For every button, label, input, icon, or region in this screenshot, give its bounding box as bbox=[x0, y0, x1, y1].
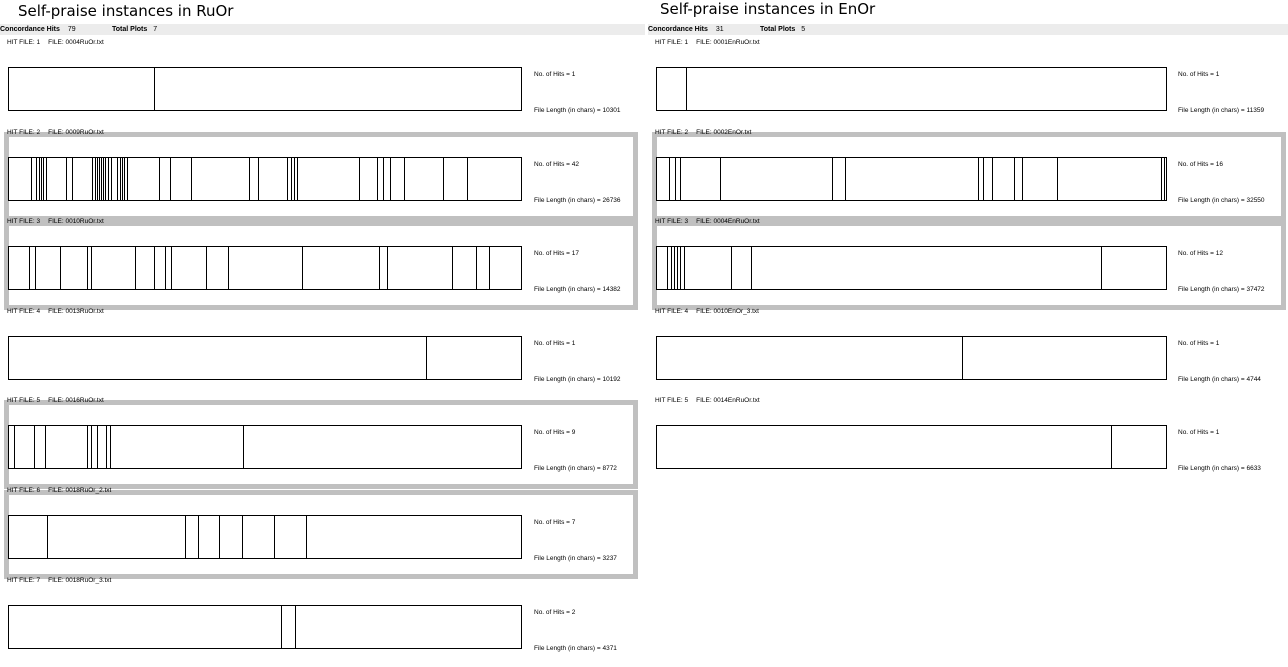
hit-marker[interactable] bbox=[281, 606, 282, 648]
file-length-label: File Length (in chars) = 14382 bbox=[534, 286, 621, 293]
file-name: FILE: 0016RuOr.txt bbox=[48, 397, 104, 404]
hit-file-plot[interactable] bbox=[648, 218, 1286, 308]
file-length-label: File Length (in chars) = 11359 bbox=[1178, 107, 1265, 114]
dispersion-track[interactable] bbox=[8, 425, 522, 469]
hit-marker[interactable] bbox=[46, 158, 47, 200]
hit-file-number: HIT FILE: 1 bbox=[655, 39, 689, 46]
hit-marker[interactable] bbox=[110, 426, 111, 468]
hit-marker[interactable] bbox=[91, 247, 92, 289]
hit-marker[interactable] bbox=[680, 247, 681, 289]
hit-file-number: HIT FILE: 3 bbox=[655, 218, 689, 225]
hit-marker[interactable] bbox=[34, 426, 35, 468]
hit-marker[interactable] bbox=[684, 247, 685, 289]
hit-marker[interactable] bbox=[31, 158, 32, 200]
hit-marker[interactable] bbox=[832, 158, 833, 200]
hit-marker[interactable] bbox=[191, 158, 192, 200]
hit-file-number: HIT FILE: 2 bbox=[7, 129, 41, 136]
hit-marker[interactable] bbox=[680, 158, 681, 200]
file-name: FILE: 0001EnRuOr.txt bbox=[696, 39, 760, 46]
concordance-hits-label: Concordance Hits bbox=[648, 26, 708, 33]
hit-marker[interactable] bbox=[92, 158, 93, 200]
file-name: FILE: 0010RuOr.txt bbox=[48, 218, 104, 225]
dispersion-track[interactable] bbox=[656, 67, 1167, 111]
file-name: FILE: 0018RuOr_2.txt bbox=[48, 487, 112, 494]
hit-marker[interactable] bbox=[35, 247, 36, 289]
total-plots-label: Total Plots bbox=[760, 26, 796, 33]
plot-header bbox=[7, 129, 104, 136]
hit-file-plot[interactable] bbox=[648, 397, 1286, 487]
hit-file-number: HIT FILE: 6 bbox=[7, 487, 41, 494]
hit-file-plot[interactable] bbox=[0, 39, 638, 129]
total-plots-value: 7 bbox=[153, 26, 158, 33]
hit-marker[interactable] bbox=[117, 158, 118, 200]
dispersion-track[interactable] bbox=[8, 515, 522, 559]
hit-file-plot[interactable] bbox=[0, 218, 638, 308]
hit-file-plot[interactable] bbox=[648, 129, 1286, 219]
summary-bar bbox=[648, 24, 1288, 35]
hit-marker[interactable] bbox=[306, 516, 307, 558]
hits-count-label: No. of Hits = 1 bbox=[1178, 429, 1220, 436]
dispersion-track[interactable] bbox=[656, 246, 1167, 290]
file-name: FILE: 0014EnRuOr.txt bbox=[696, 397, 760, 404]
hit-marker[interactable] bbox=[677, 247, 678, 289]
hit-marker[interactable] bbox=[101, 158, 102, 200]
hit-marker[interactable] bbox=[249, 158, 250, 200]
hit-file-plot[interactable] bbox=[0, 487, 638, 577]
plot-header bbox=[655, 129, 751, 136]
hits-count-label: No. of Hits = 1 bbox=[534, 340, 576, 347]
hit-marker[interactable] bbox=[387, 247, 388, 289]
hit-marker[interactable] bbox=[47, 516, 48, 558]
hit-marker[interactable] bbox=[295, 606, 296, 648]
file-length-label: File Length (in chars) = 10192 bbox=[534, 376, 621, 383]
total-plots-value: 5 bbox=[801, 26, 806, 33]
hit-marker[interactable] bbox=[675, 158, 676, 200]
hits-count-label: No. of Hits = 2 bbox=[534, 609, 576, 616]
file-name: FILE: 0009RuOr.txt bbox=[48, 129, 104, 136]
hit-marker[interactable] bbox=[297, 158, 298, 200]
hit-marker[interactable] bbox=[287, 158, 288, 200]
hit-file-number: HIT FILE: 4 bbox=[655, 308, 689, 315]
hit-marker[interactable] bbox=[962, 337, 963, 379]
file-name: FILE: 0002EnOr.txt bbox=[696, 129, 752, 136]
hit-marker[interactable] bbox=[476, 247, 477, 289]
hit-marker[interactable] bbox=[87, 426, 88, 468]
plot-header bbox=[7, 487, 111, 494]
file-length-label: File Length (in chars) = 32550 bbox=[1178, 197, 1265, 204]
hits-count-label: No. of Hits = 1 bbox=[1178, 340, 1220, 347]
plot-header bbox=[7, 308, 104, 315]
dispersion-track[interactable] bbox=[656, 425, 1167, 469]
hit-marker[interactable] bbox=[404, 158, 405, 200]
total-plots-label: Total Plots bbox=[112, 26, 148, 33]
hit-marker[interactable] bbox=[228, 247, 229, 289]
hit-marker[interactable] bbox=[171, 247, 172, 289]
enor-panel-title: Self-praise instances in EnOr bbox=[660, 0, 876, 18]
hits-count-label: No. of Hits = 1 bbox=[534, 71, 576, 78]
hit-marker[interactable] bbox=[45, 426, 46, 468]
hit-marker[interactable] bbox=[219, 516, 220, 558]
hit-marker[interactable] bbox=[452, 247, 453, 289]
summary-bar bbox=[0, 24, 645, 35]
hit-marker[interactable] bbox=[751, 247, 752, 289]
hit-marker[interactable] bbox=[674, 247, 675, 289]
hit-file-number: HIT FILE: 7 bbox=[7, 577, 41, 584]
hit-marker[interactable] bbox=[159, 158, 160, 200]
file-name: FILE: 0004RuOr.txt bbox=[48, 39, 104, 46]
hit-marker[interactable] bbox=[66, 158, 67, 200]
file-name: FILE: 0013RuOr.txt bbox=[48, 308, 104, 315]
hit-marker[interactable] bbox=[106, 426, 107, 468]
hit-file-number: HIT FILE: 5 bbox=[655, 397, 689, 404]
hit-file-number: HIT FILE: 4 bbox=[7, 308, 41, 315]
hits-count-label: No. of Hits = 16 bbox=[1178, 161, 1223, 168]
hits-count-label: No. of Hits = 1 bbox=[1178, 71, 1220, 78]
hit-marker[interactable] bbox=[29, 247, 30, 289]
file-name: FILE: 0018RuOr_3.txt bbox=[48, 577, 112, 584]
file-length-label: File Length (in chars) = 8772 bbox=[534, 465, 617, 472]
hit-marker[interactable] bbox=[302, 247, 303, 289]
plot-header bbox=[7, 218, 104, 225]
hit-marker[interactable] bbox=[120, 158, 121, 200]
hit-file-number: HIT FILE: 1 bbox=[7, 39, 41, 46]
hit-file-number: HIT FILE: 5 bbox=[7, 397, 41, 404]
hit-marker[interactable] bbox=[124, 158, 125, 200]
hit-marker[interactable] bbox=[14, 426, 15, 468]
hit-marker[interactable] bbox=[1161, 158, 1162, 200]
hit-marker[interactable] bbox=[426, 337, 427, 379]
hit-marker[interactable] bbox=[1111, 426, 1112, 468]
hit-marker[interactable] bbox=[1014, 158, 1015, 200]
hit-marker[interactable] bbox=[127, 158, 128, 200]
dispersion-track[interactable] bbox=[8, 157, 522, 201]
hit-marker[interactable] bbox=[41, 158, 42, 200]
hit-marker[interactable] bbox=[170, 158, 171, 200]
hit-file-plot[interactable] bbox=[0, 397, 638, 487]
hits-count-label: No. of Hits = 7 bbox=[534, 519, 576, 526]
plot-header bbox=[7, 397, 104, 404]
file-length-label: File Length (in chars) = 4744 bbox=[1178, 376, 1261, 383]
dispersion-track[interactable] bbox=[656, 157, 1167, 201]
hit-marker[interactable] bbox=[845, 158, 846, 200]
hit-marker[interactable] bbox=[720, 158, 721, 200]
hit-marker[interactable] bbox=[243, 426, 244, 468]
file-length-label: File Length (in chars) = 10301 bbox=[534, 107, 621, 114]
hit-file-plot[interactable] bbox=[0, 129, 638, 219]
hit-marker[interactable] bbox=[467, 158, 468, 200]
hit-marker[interactable] bbox=[242, 516, 243, 558]
hits-count-label: No. of Hits = 9 bbox=[534, 429, 576, 436]
hit-marker[interactable] bbox=[992, 158, 993, 200]
hit-marker[interactable] bbox=[1022, 158, 1023, 200]
file-name: FILE: 0010EnOr_3.txt bbox=[696, 308, 759, 315]
hit-marker[interactable] bbox=[105, 158, 106, 200]
hit-marker[interactable] bbox=[206, 247, 207, 289]
dispersion-track[interactable] bbox=[8, 67, 522, 111]
hit-file-plot[interactable] bbox=[648, 39, 1286, 129]
hits-count-label: No. of Hits = 17 bbox=[534, 250, 579, 257]
hit-marker[interactable] bbox=[983, 158, 984, 200]
hit-marker[interactable] bbox=[91, 426, 92, 468]
enor-concordance-plot-panel bbox=[648, 24, 1288, 654]
hit-marker[interactable] bbox=[72, 158, 73, 200]
hit-marker[interactable] bbox=[731, 247, 732, 289]
hit-marker[interactable] bbox=[87, 247, 88, 289]
hit-marker[interactable] bbox=[165, 247, 166, 289]
hit-marker[interactable] bbox=[111, 158, 112, 200]
dispersion-track[interactable] bbox=[8, 336, 522, 380]
hit-file-number: HIT FILE: 2 bbox=[655, 129, 689, 136]
dispersion-track[interactable] bbox=[8, 605, 522, 649]
ruor-concordance-plot-panel bbox=[0, 24, 645, 654]
hit-marker[interactable] bbox=[122, 158, 123, 200]
hit-marker[interactable] bbox=[135, 247, 136, 289]
hit-marker[interactable] bbox=[60, 247, 61, 289]
dispersion-track[interactable] bbox=[656, 336, 1167, 380]
hit-marker[interactable] bbox=[185, 516, 186, 558]
file-length-label: File Length (in chars) = 6633 bbox=[1178, 465, 1261, 472]
hit-marker[interactable] bbox=[274, 516, 275, 558]
hits-count-label: No. of Hits = 42 bbox=[534, 161, 579, 168]
hit-marker[interactable] bbox=[36, 158, 37, 200]
hit-marker[interactable] bbox=[99, 158, 100, 200]
hit-marker[interactable] bbox=[97, 158, 98, 200]
hits-count-label: No. of Hits = 12 bbox=[1178, 250, 1223, 257]
hit-marker[interactable] bbox=[1101, 247, 1102, 289]
hit-marker[interactable] bbox=[291, 158, 292, 200]
hit-marker[interactable] bbox=[359, 158, 360, 200]
hit-file-number: HIT FILE: 3 bbox=[7, 218, 41, 225]
hit-marker[interactable] bbox=[39, 158, 40, 200]
file-length-label: File Length (in chars) = 26736 bbox=[534, 197, 621, 204]
hit-marker[interactable] bbox=[108, 158, 109, 200]
hit-file-plot[interactable] bbox=[648, 308, 1286, 398]
hit-marker[interactable] bbox=[978, 158, 979, 200]
plot-header bbox=[655, 39, 760, 46]
concordance-hits-value: 79 bbox=[67, 26, 76, 33]
plot-header bbox=[655, 397, 760, 404]
hit-marker[interactable] bbox=[154, 68, 155, 110]
hit-marker[interactable] bbox=[95, 158, 96, 200]
file-length-label: File Length (in chars) = 4371 bbox=[534, 645, 617, 652]
hit-marker[interactable] bbox=[154, 247, 155, 289]
concordance-hits-value: 31 bbox=[715, 26, 724, 33]
concordance-hits-label: Concordance Hits bbox=[0, 26, 60, 33]
hit-marker[interactable] bbox=[103, 158, 104, 200]
file-name: FILE: 0004EnRuOr.txt bbox=[696, 218, 760, 225]
hit-marker[interactable] bbox=[1164, 158, 1165, 200]
hit-marker[interactable] bbox=[379, 247, 380, 289]
file-length-label: File Length (in chars) = 37472 bbox=[1178, 286, 1265, 293]
plot-header bbox=[655, 308, 759, 315]
hit-marker[interactable] bbox=[489, 247, 490, 289]
hit-marker[interactable] bbox=[669, 158, 670, 200]
file-length-label: File Length (in chars) = 3237 bbox=[534, 555, 617, 562]
hit-marker[interactable] bbox=[1057, 158, 1058, 200]
hit-marker[interactable] bbox=[667, 247, 668, 289]
hit-file-plot[interactable] bbox=[0, 308, 638, 398]
hit-marker[interactable] bbox=[294, 158, 295, 200]
hit-marker[interactable] bbox=[383, 158, 384, 200]
hit-marker[interactable] bbox=[97, 426, 98, 468]
hit-marker[interactable] bbox=[671, 247, 672, 289]
plot-header bbox=[655, 218, 760, 225]
ruor-panel-title: Self-praise instances in RuOr bbox=[18, 2, 234, 20]
hit-marker[interactable] bbox=[198, 516, 199, 558]
hit-marker[interactable] bbox=[258, 158, 259, 200]
hit-marker[interactable] bbox=[686, 68, 687, 110]
hit-marker[interactable] bbox=[377, 158, 378, 200]
hit-marker[interactable] bbox=[43, 158, 44, 200]
dispersion-track[interactable] bbox=[8, 246, 522, 290]
plot-header bbox=[7, 577, 111, 584]
hit-marker[interactable] bbox=[390, 158, 391, 200]
plot-header bbox=[7, 39, 104, 46]
hit-marker[interactable] bbox=[443, 158, 444, 200]
